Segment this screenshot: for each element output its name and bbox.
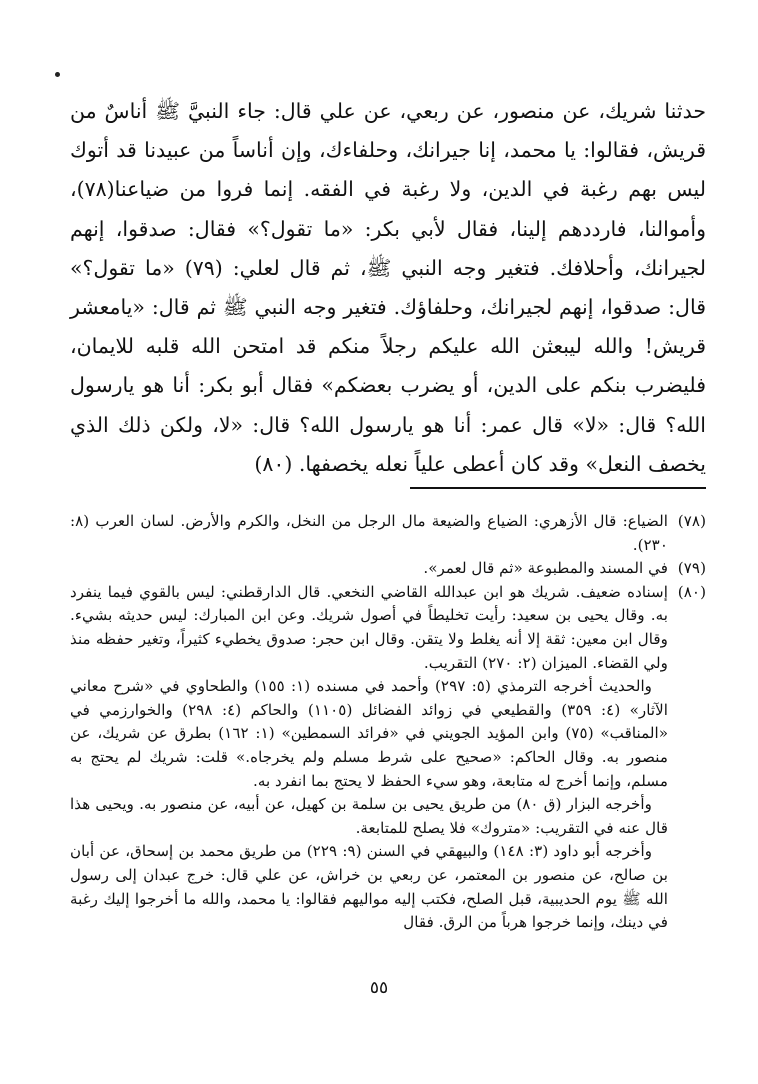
footnote-paragraph: وأخرجه البزار (ق ٨٠) من طريق يحيى بن سلمة بن كهيل، عن أبيه، عن منصور به. ويحيى هذا قال عنه في التقريب: «متروك» فلا يصلح للمتابعة.	[70, 795, 668, 837]
main-text-block	[70, 92, 706, 484]
footnote-80	[70, 581, 706, 935]
page-number: ٥٥	[369, 978, 389, 998]
footnote-79	[70, 557, 706, 581]
footnote-body	[70, 581, 668, 935]
footnote-body	[70, 510, 668, 557]
footnote-paragraph: الضياع: قال الأزهري: الضياع والضيعة مال الرجل من النخل، والكرم والأرض. لسان العرب (٨: ٢٣٠).	[70, 512, 668, 554]
footnote-number: (٧٨)	[677, 512, 706, 530]
footnote-separator	[410, 487, 706, 489]
footnote-paragraph: والحديث أخرجه الترمذي (٥: ٢٩٧) وأحمد في مسنده (١: ١٥٥) والطحاوي في «شرح معاني الآثار» (٤: ٣٥٩) والقطيعي في زوائد الفضائل (١١٠٥) والحاكم (٤: ٢٩٨) والخوارزمي في «المناقب» (٧٥) وابن المؤيد الجويني في «فرائد السمطين» (١: ١٦٢) بطرق عن شريك، عن منصور به. وقال الحاكم: «صحيح على شرط مسلم ولم يخرجاه.» قلت: شريك لم يحتج به مسلم، وإنما أخرج له متابعة، وهو سيء الحفظ لا يحتج بما انفرد به.	[70, 677, 668, 790]
footnote-78	[70, 510, 706, 557]
margin-dot	[55, 72, 60, 77]
footnote-number: (٧٩)	[677, 559, 706, 578]
footnote-paragraph: وأخرجه أبو داود (٣: ١٤٨) والبيهقي في السنن (٩: ٢٢٩) من طريق محمد بن إسحاق، عن أبان بن صالح، عن منصور بن المعتمر، عن ربعي بن خراش، عن علي قال: خرج عبدان إلى رسول الله ﷺ يوم الحديبية، قبل الصلح، فكتب إليه مواليهم فقالوا: يا محمد، والله ما أخرجوا إليك رغبة في دينك، وإنما خرجوا هرباً من الرق. فقال	[70, 842, 668, 932]
footnote-body	[70, 557, 668, 581]
hadith-text: حدثنا شريك، عن منصور، عن ربعي، عن علي قال: جاء النبيَّ ﷺ أناسٌ من قريش، فقالوا: يا محمد، إنا جيرانك، وحلفاءك، وإن أناساً من عبيدنا قد أتوك ليس بهم رغبة في الدين، ولا رغبة في الفقه. إنما فروا من ضياعنا(٧٨)، وأموالنا، فارددهم إلينا، فقال لأبي بكر: «ما تقول؟» فقال: صدقوا، إنهم لجيرانك، وأحلافك. فتغير وجه النبي ﷺ، ثم قال لعلي: (٧٩) «ما تقول؟» قال: صدقوا، إنهم لجيرانك، وحلفاؤك. فتغير وجه النبي ﷺ ثم قال: «يامعشر قريش! والله ليبعثن الله عليكم رجلاً منكم قد امتحن الله قلبه للايمان، فليضرب بنكم على الدين، أو يضرب بعضكم» فقال أبو بكر: أنا هو يارسول الله؟ قال: «لا» قال عمر: أنا هو يارسول الله؟ قال: «لا، ولكن ذلك الذي يخصف النعل» وقد كان أعطى علياً نعله يخصفها. (٨٠)	[70, 99, 706, 476]
footnote-paragraph: في المسند والمطبوعة «ثم قال لعمر».	[423, 559, 668, 578]
footnotes	[70, 510, 706, 935]
footnote-number: (٨٠)	[677, 582, 706, 601]
footnote-paragraph: إسناده ضعيف. شريك هو ابن عبدالله القاضي النخعي. قال الدارقطني: ليس بالقوي فيما ينفرد به. وقال يحيى بن سعيد: رأيت تخليطاً في أصول شريك. وعن ابن المبارك: ليس حديثه بشيء. وقال ابن معين: ثقة إلا أنه يغلط ولا يتقن. وقال ابن حجر: صدوق يخطيء كثيراً، وتغير حفظه منذ ولي القضاء. الميزان (٢: ٢٧٠) التقريب.	[70, 582, 668, 672]
